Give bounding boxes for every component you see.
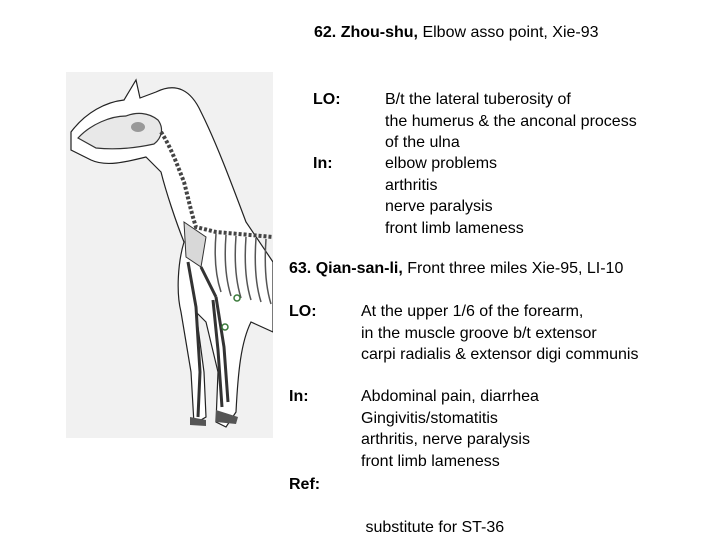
section2-ref-text: [361, 474, 504, 560]
acupoint-zhou-shu-marker: [234, 295, 240, 301]
section2-in-label: In:: [289, 388, 309, 405]
section1-title: [314, 22, 599, 44]
section2-ref-line: substitute for ST-36: [361, 519, 505, 536]
section1-in-line: nerve paralysis: [385, 198, 493, 215]
section1-lo-label: LO:: [313, 91, 341, 108]
section2-lo-line: carpi radialis & extensor digi communis: [361, 346, 639, 363]
section2-title-rest: Front three miles Xie-95, LI-10: [402, 260, 624, 277]
section1-lo-line: B/t the lateral tuberosity of: [385, 91, 571, 108]
section2-title: [289, 258, 623, 280]
section2-lo-line: in the muscle groove b/t extensor: [361, 324, 597, 342]
dog-skeleton-drawing: [66, 72, 273, 438]
section2-in-text: [361, 386, 539, 472]
section1-in-line: arthritis: [385, 176, 438, 194]
section2-in-line: Gingivitis/stomatitis: [361, 409, 498, 427]
section2-lo-label: LO:: [289, 303, 317, 320]
section2-title-bold: 63. Qian-san-li,: [289, 260, 403, 277]
section1-lo-line: the humerus & the anconal process: [385, 112, 637, 130]
section2-lo-line: At the upper 1/6 of the forearm,: [361, 303, 584, 320]
eye-socket: [131, 122, 145, 132]
section1-title-bold: 62. Zhou-shu,: [314, 24, 418, 41]
section1-in-label: In:: [313, 155, 333, 172]
section1-lo-line: of the ulna: [385, 134, 460, 151]
section2-in-line: arthritis, nerve paralysis: [361, 431, 530, 448]
section1-title-rest: Elbow asso point, Xie-93: [418, 24, 599, 41]
dog-skeleton-illustration: [66, 72, 273, 438]
section2-lo-text: [361, 301, 638, 366]
section2-in-line: Abdominal pain, diarrhea: [361, 388, 539, 405]
acupoint-qian-san-li-marker: [222, 324, 228, 330]
section1-lo-text: [385, 89, 637, 154]
section1-in-line: elbow problems: [385, 155, 498, 172]
section2-in-line: front limb lameness: [361, 452, 500, 470]
section1-in-line: front limb lameness: [385, 219, 524, 237]
section2-ref-label: Ref:: [289, 476, 321, 493]
section1-in-text: [385, 153, 524, 239]
